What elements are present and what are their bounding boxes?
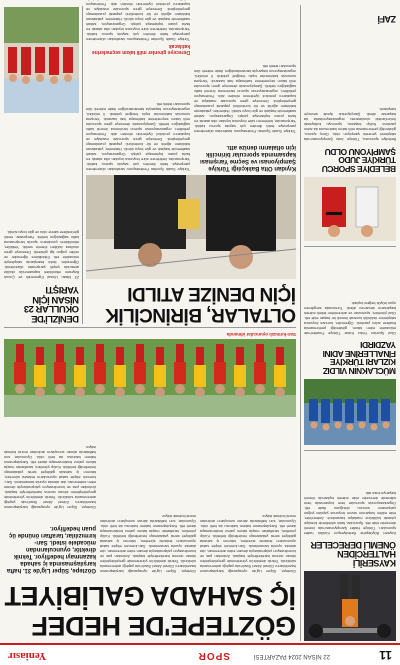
bottom-article-kicker: Kıyıdan Olta Balıkçılığı Türkiye Şampiyonası ve Seçme Yarışması kapsamında sporcular birincilik için oltalarını denize attı. (200, 144, 296, 171)
top-article-body-col2: Göztepe, Süper Lig'de oynayacağı karşılaşmanın hazırlıklarını Gürsel Aksel Stadı'nda yaptığı antrenmanla sürdürdü. Teknik direktörün yönetiminde gerçekleştirilen idman ısınma hareketleriyle başladı. Ardından pas ve koordinasyon çalışmalarıyla devam eden antrenman, dar alanda oyunla tamamlandı. Sarı-kırmızılı ekipte sakat oyuncuların tedavisi sürerken, takımın iç sahada galibiyet serisi yakalamayı hedeflediği belirtildi. Kulüp yönetimi, taraftarları maçta takımı yalnız bırakmamaya davet etti. Karşılaşmanın hakem kadrosu da belli oldu. Oyuncular, son haftalarda alınan sonuçların ardından moral bulmak istiyor. (100, 514, 196, 573)
school-event-photo (4, 7, 79, 113)
bottom-headline-line2: İÇİN DENİZE ATILDI (127, 283, 296, 304)
bottom-headline-line1: OLTALAR, BİRİNCİLİK (105, 304, 296, 325)
story1-title: KAYSERİLİ HALTERCİDEN ÖNEMLİ DERECELER (310, 540, 396, 568)
team-photo-caption: Sarı-kırmızılı oyuncular idmanda (226, 332, 296, 337)
bottom-article-body-col1: Türkiye Sualtı Sporları Federasyonu tarafından düzenlenen yarışmaya farklı illerden çok sayıda sporcu katıldı. Yarışmacılar, belirlenen süre boyunca kıyıdan olta atarak en fazla puanı toplamaya çalıştı. Organizasyon, sabah saatlerinde başladı ve gün boyu sürdü. Hakemler, yakalanan balıkların ağırlık ve tür kontrolünü yaparak puanlamayı gerçekleştirdi. Dereceye giren sporcular madalya ve kupalarını protokol üyelerinin elinden aldı. Federasyon yetkilileri, organizasyonun sporun tanıtımına önemli katkı sağladığını belirtti. Şampiyonada dereceye giren sporcular milli takım seçmelerine katılmaya hak kazandı. Yarışma sonunda katılımcılar toplu fotoğraf çektirdi. İl müdürü, organizasyonun başarıyla tamamlandığını ifade ederek tüm sporcuları tebrik etti. (194, 64, 296, 133)
issue-date: 22 NİSAN 2024 PAZARTESİ (253, 653, 330, 659)
top-article-body-col3: Göztepe, Süper Lig'de oynayacağı karşılaşmanın hazırlıklarını Gürsel Aksel Stadı'nda yaptığı antrenmanla sürdürdü. Teknik direktörün yönetiminde gerçekleştirilen idman ısınma hareketleriyle başladı. Ardından pas ve koordinasyon çalışmalarıyla devam eden antrenman, dar alanda oyunla tamamlandı. Sarı-kırmızılı ekipte sakat oyuncuların tedavisi sürerken, takımın iç sahada galibiyet serisi yakalamayı hedeflediği belirtildi. Kulüp yönetimi, taraftarları maçta takımı yalnız bırakmamaya davet etti. Karşılaşmanın hakem kadrosu da belli oldu. Oyuncular, son haftalarda alınan sonuçların ardından moral bulmak istiyor. (4, 445, 96, 509)
story2-body: Okul Sporları Yıldız Kızlar Türkiye Finalleri'nde mücadele eden takım, gösterdiği performansla finallere adını yazdırdı. Öğrenciler, turnuva boyunca rakiplerine üstünlük kurarak önemli bir başarı elde etti. Okul yönetimi, sporcuları ve antrenörleri tebrik ederek başarıların devamını diledi. Turnuvada sergilenen oyun büyük beğeni topladı. (304, 301, 396, 335)
story2-title: MÜCLAKNIN VILDIZ KIZLARI TÜRKİYE FİNALLERİNE ADINI YAZDIRDI (323, 340, 396, 376)
left-sidebar (304, 5, 396, 641)
top-article-body-col1: Göztepe, Süper Lig'de oynayacağı karşılaşmanın hazırlıklarını Gürsel Aksel Stadı'nda yaptığı antrenmanla sürdürdü. Teknik direktörün yönetiminde gerçekleştirilen idman ısınma hareketleriyle başladı. Ardından pas ve koordinasyon çalışmalarıyla devam eden antrenman, dar alanda oyunla tamamlandı. Sarı-kırmızılı ekipte sakat oyuncuların tedavisi sürerken, takımın iç sahada galibiyet serisi yakalamayı hedeflediği belirtildi. Kulüp yönetimi, taraftarları maçta takımı yalnız bırakmamaya davet etti. Karşılaşmanın hakem kadrosu da belli oldu. Oyuncular, son haftalarda alınan sonuçların ardından moral bulmak istiyor. (200, 514, 296, 573)
team-training-photo (4, 339, 296, 417)
divider (4, 327, 296, 328)
divider (304, 450, 396, 451)
story3-title: BELEDİYE SPORCU TÜRKİYE JUDO ŞAMPİYONU OLDU (322, 147, 396, 174)
right-sidebar-body: 23 Nisan Ulusal Egemenlik ve Çocuk Bayramı etkinlikleri kapsamında okullar arasında çeşitli yarışmalar düzenlendi. Öğrenciler, farklı branşlarda rakipleriyle mücadele etti. Etkinliklere öğrenciler ve veliler yoğun ilgi gösterdi. Dereceye giren okullara ödülleri törenle verildi. Yetkililer, etkinliklerin çocukların sporla tanışmasına katkı sağladığını belirtti. Yarışmalar, renkli görüntülere sahne oldu ve gün boyu sürdü. (4, 230, 79, 279)
top-headline-line2: İÇ SAHADA GALİBİYET (4, 581, 296, 611)
bottom-article-highlight: Dereceye girenler milli takım seçmelerine katılacak (91, 43, 190, 55)
top-article-deck: Göztepe, Süper Lig'de 31. hafta karşılaşmasında iç sahada kazanmayı hedefliyor. Teknik direktör, oyuncularından mücadele istedi. Sarı-kırmızılılar, taraftarı önünde üç puan hedefliyor. (6, 525, 96, 573)
section-label: SPOR (197, 650, 230, 661)
story1-body: Kayseri Büyükşehir Belediyespor Kulübü halter sporcuları, Türkiye Halter Şampiyonası'nda önemli dereceler elde etti. Sporcular, farklı sıkletlerde kürsüye çıkarak kulübüne madalya kazandırdı. Antrenörler, elde edilen başarının sezon boyunca yapılan yoğun çalışmanın sonucu olduğunu ifade etti. Organizasyonda sporcular hem koparmada hem silkmede dereceler elde ederek toplamda önemli başarıya imza attı. (304, 491, 396, 535)
girls-team-photo (304, 379, 396, 445)
page-header (0, 643, 400, 665)
photo-credit: ZAFİ (378, 14, 396, 24)
story3-body: Belediye sporcusu, Türkiye Judo Şampiyonası'nda rakiplerini yenerek şampiyon oldu. Genç sporcu, gösterdiği performansla milli takım kadrosuna da adını yazdırdı. Kulüp başkanı, sporcuyu kutlayarak önümüzdeki uluslararası organizasyonlarda da başarılar diledi. Şampiyonluk ilçede sevinçle karşılandı. (304, 107, 396, 141)
weightlifter-photo (304, 571, 396, 641)
bottom-article-body-col2: Türkiye Sualtı Sporları Federasyonu tarafından düzenlenen yarışmaya farklı illerden çok sayıda sporcu katıldı. Yarışmacılar, belirlenen süre boyunca kıyıdan olta atarak en fazla puanı toplamaya çalıştı. Organizasyon, sabah saatlerinde başladı ve gün boyu sürdü. Hakemler, yakalanan balıkların ağırlık ve tür kontrolünü yaparak puanlamayı gerçekleştirdi. Dereceye giren sporcular madalya ve kupalarını protokol üyelerinin elinden aldı. Federasyon yetkilileri, organizasyonun sporun tanıtımına önemli katkı sağladığını belirtti. Şampiyonada dereceye giren sporcular milli takım seçmelerine katılmaya hak kazandı. Yarışma sonunda katılımcılar toplu fotoğraf çektirdi. İl müdürü, organizasyonun başarıyla tamamlandığını ifade ederek tüm sporcuları tebrik etti. (86, 102, 190, 171)
column-divider (300, 5, 301, 641)
divider (304, 246, 396, 247)
judo-photo (304, 177, 396, 241)
right-sidebar-title: DENİZLİ'DE OKULLAR 23 NİSAN İÇİN YARIŞTI (24, 284, 79, 324)
fishing-contest-photo (86, 175, 296, 279)
page-number: 11 (379, 648, 392, 662)
column-divider (82, 6, 83, 324)
masthead-logo: Yeniasır (8, 650, 47, 662)
top-headline-line1: GÖZTEPE'DE HEDEF (32, 611, 296, 641)
bottom-article-body-col3: Türkiye Sualtı Sporları Federasyonu tarafından düzenlenen yarışmaya farklı illerden çok sayıda sporcu katıldı. Yarışmacılar, belirlenen süre boyunca kıyıdan olta atarak en fazla puanı toplamaya çalıştı. Organizasyon, sabah saatlerinde başladı ve gün boyu sürdü. Hakemler, yakalanan balıkların ağırlık ve tür kontrolünü yaparak puanlamayı gerçekleştirdi. Dereceye giren sporcular madalya ve kupalarını protokol üyelerinin elinden aldı. Federasyon (86, 2, 190, 41)
